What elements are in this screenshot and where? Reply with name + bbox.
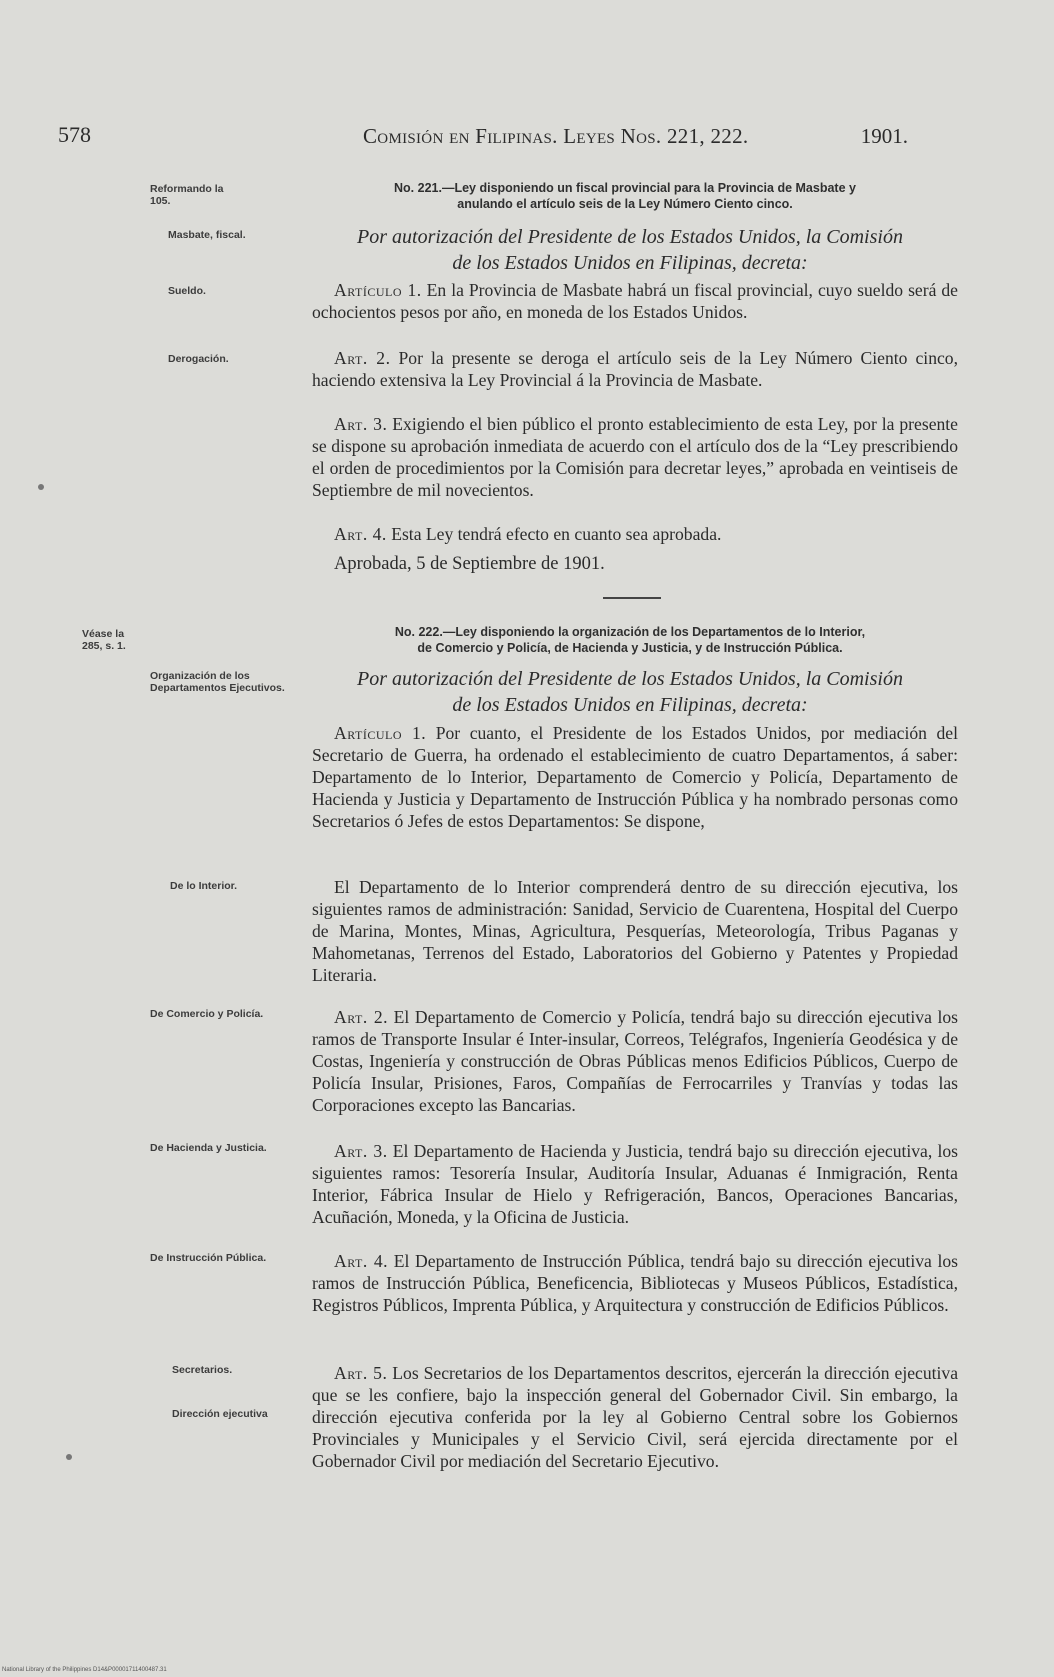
article-label: Art. 4.: [334, 1251, 389, 1271]
page-speck: [38, 484, 44, 490]
law-222-article-4: [312, 1250, 958, 1316]
enact-line: Por autorización del Presidente de los Estados Unidos, la Comisión: [357, 668, 903, 690]
law-number: No. 222.: [394, 625, 443, 639]
margin-note-sueldo: Sueldo.: [168, 285, 206, 297]
article-text: El Departamento de Instrucción Pública, tendrá bajo su dirección ejecutiva los ramos de Instrucción Pública, Beneficencia, Bibliotecas y Museos Públicos, Estadística, Registros Públicos, Imprenta Pública, y Arquitectura y construcción de Edificios Públicos.: [312, 1251, 959, 1315]
enact-line: Por autorización del Presidente de los Estados Unidos, la Comisión: [357, 226, 903, 248]
law-number: No. 221.: [394, 181, 442, 195]
margin-note-text: 105.: [150, 195, 171, 207]
margin-note-text: Reformando la: [150, 183, 224, 195]
article-label: Artículo 1.: [334, 723, 427, 743]
law-222-article-1: [312, 722, 958, 832]
margin-note-comercio: De Comercio y Policía.: [150, 1008, 264, 1020]
margin-note-hacienda: De Hacienda y Justicia.: [150, 1142, 267, 1154]
title-line: —Ley disponiendo la organización de los Departamentos de lo Interior,: [442, 625, 866, 639]
article-label: Art. 2.: [334, 348, 391, 368]
article-text: Esta Ley tendrá efecto en cuanto sea aprobada.: [386, 524, 722, 544]
article-text: El Departamento de Hacienda y Justicia, tendrá bajo su dirección ejecutiva, los siguientes ramos: Tesorería Insular, Auditoría Insular, Aduanas é Inmigración, Renta Interior, Fábrica Insular de Hielo y Refrigeración, Bancos, Operaciones Bancarias, Acuñación, Moneda, y la Oficina de Justicia.: [312, 1141, 958, 1227]
margin-note-instruccion: De Instrucción Pública.: [150, 1252, 267, 1264]
article-text: En la Provincia de Masbate habrá un fiscal provincial, cuyo sueldo será de ochocientos pesos por año, en moneda de los Estados Unidos.: [312, 280, 958, 322]
law-222-article-3: [312, 1140, 958, 1228]
margin-note-derogacion: Derogación.: [168, 353, 229, 365]
margin-note-text: Véase la: [82, 628, 125, 640]
article-text: Por la presente se deroga el artículo seis de la Ley Número Ciento cinco, haciendo extensiva la Ley Provincial á la Provincia de Masbate.: [312, 348, 958, 390]
article-text: El Departamento de Comercio y Policía, tendrá bajo su dirección ejecutiva los ramos de Transporte Insular é Inter-insular, Correos, Telégrafos, Ingeniería Geodésica y de Costas, Ingeniería y construcción de Obras Públicas menos Edificios Públicos, Cuerpo de Policía Insular, Prisiones, Faros, Compañías de Ferrocarriles y Tranvías y todas las Corporaciones excepto las Bancarias.: [312, 1007, 959, 1115]
article-label: Art. 2.: [334, 1007, 389, 1027]
title-line: anulando el artículo seis de la Ley Número Ciento cinco.: [457, 197, 793, 211]
article-label: Art. 3.: [334, 1141, 388, 1161]
article-text: Exigiendo el bien público el pronto establecimiento de esta Ley, por la presente se dispone su aprobación inmediata de acuerdo con el artículo dos de la “Ley prescribiendo el orden de procedimientos por la Comisión para decretar leyes,” aprobada en veintiseis de Septiembre de mil novecientos.: [312, 414, 958, 500]
law-221-article-4: [312, 523, 958, 545]
margin-note-masbate-fiscal: Masbate, fiscal.: [168, 229, 246, 241]
enact-line: de los Estados Unidos en Filipinas, decreta:: [452, 252, 808, 274]
law-222-article-2: [312, 1006, 958, 1116]
approval-date: Aprobada, 5 de Septiembre de 1901.: [334, 554, 605, 574]
margin-note-secretarios: Secretarios.: [172, 1364, 233, 1376]
margin-note-organizacion: Organización de los Departamentos Ejecutivos.: [150, 670, 285, 694]
law-221-article-3: [312, 413, 958, 501]
article-label: Art. 5.: [334, 1363, 388, 1383]
title-line: —Ley disponiendo un fiscal provincial para la Provincia de Masbate y: [441, 181, 856, 195]
title-line: de Comercio y Policía, de Hacienda y Justicia, y de Instrucción Pública.: [417, 641, 843, 655]
margin-note-vease: [82, 628, 162, 652]
margin-note-interior: De lo Interior.: [170, 880, 238, 892]
enacting-clause: [300, 224, 960, 276]
law-221-title: [290, 180, 960, 212]
page-number: 578: [58, 122, 91, 147]
section-divider: [603, 597, 661, 599]
law-222-interior-paragraph: [312, 876, 958, 986]
article-label: Art. 4.: [334, 524, 387, 544]
page-header: [58, 122, 908, 152]
law-222-article-5: [312, 1362, 958, 1472]
article-text: El Departamento de lo Interior comprenderá dentro de su dirección ejecutiva, los siguientes ramos de administración: Sanidad, Servicio de Cuarentena, Hospital del Cuerpo de Marina, Montes, Minas, Agricultura, Pesquerías, Meteorología, Tribus Paganas y Mahometanas, Terrenos del Estado, Laboratorios del Gobierno y Patentes y Propiedad Literaria.: [312, 877, 958, 985]
enacting-clause: [300, 666, 960, 718]
margin-note-text: 285, s. 1.: [82, 640, 126, 652]
law-221-article-2: [312, 347, 958, 391]
scan-footer: National Library of the Philippines D14&P00001711400487.31: [2, 1667, 167, 1673]
running-title: Comisión en Filipinas. Leyes Nos. 221, 222.: [363, 124, 749, 148]
margin-note-direccion: Dirección ejecutiva: [172, 1408, 268, 1420]
enact-line: de los Estados Unidos en Filipinas, decreta:: [452, 694, 808, 716]
article-label: Artículo 1.: [334, 280, 422, 300]
page-speck: [66, 1454, 72, 1460]
article-label: Art. 3.: [334, 414, 388, 434]
article-text: Por cuanto, el Presidente de los Estados Unidos, por mediación del Secretario de Guerra, ha ordenado el establecimiento de cuatro Departamentos, á saber: Departamento de lo Interior, Departamento de Comercio y Policía, Departamento de Hacienda y Justicia y Departamento de Instrucción Pública y ha nombrado personas como Secretarios ó Jefes de estos Departamentos: Se dispone,: [312, 723, 958, 831]
article-text: Los Secretarios de los Departamentos descritos, ejercerán la dirección ejecutiva que se les confiere, bajo la inspección general del Gobernador Civil. Sin embargo, la dirección ejecutiva conferida por la ley al Gobierno Central sobre los Gobiernos Provinciales y Municipales y el Servicio Civil, será ejercida directamente por el Gobernador Civil por mediación del Secretario Ejecutivo.: [312, 1363, 958, 1471]
header-year: 1901.: [860, 124, 908, 148]
law-221-article-1: [312, 279, 958, 323]
margin-note-reformando: [150, 183, 290, 207]
law-222-title: [300, 624, 960, 656]
